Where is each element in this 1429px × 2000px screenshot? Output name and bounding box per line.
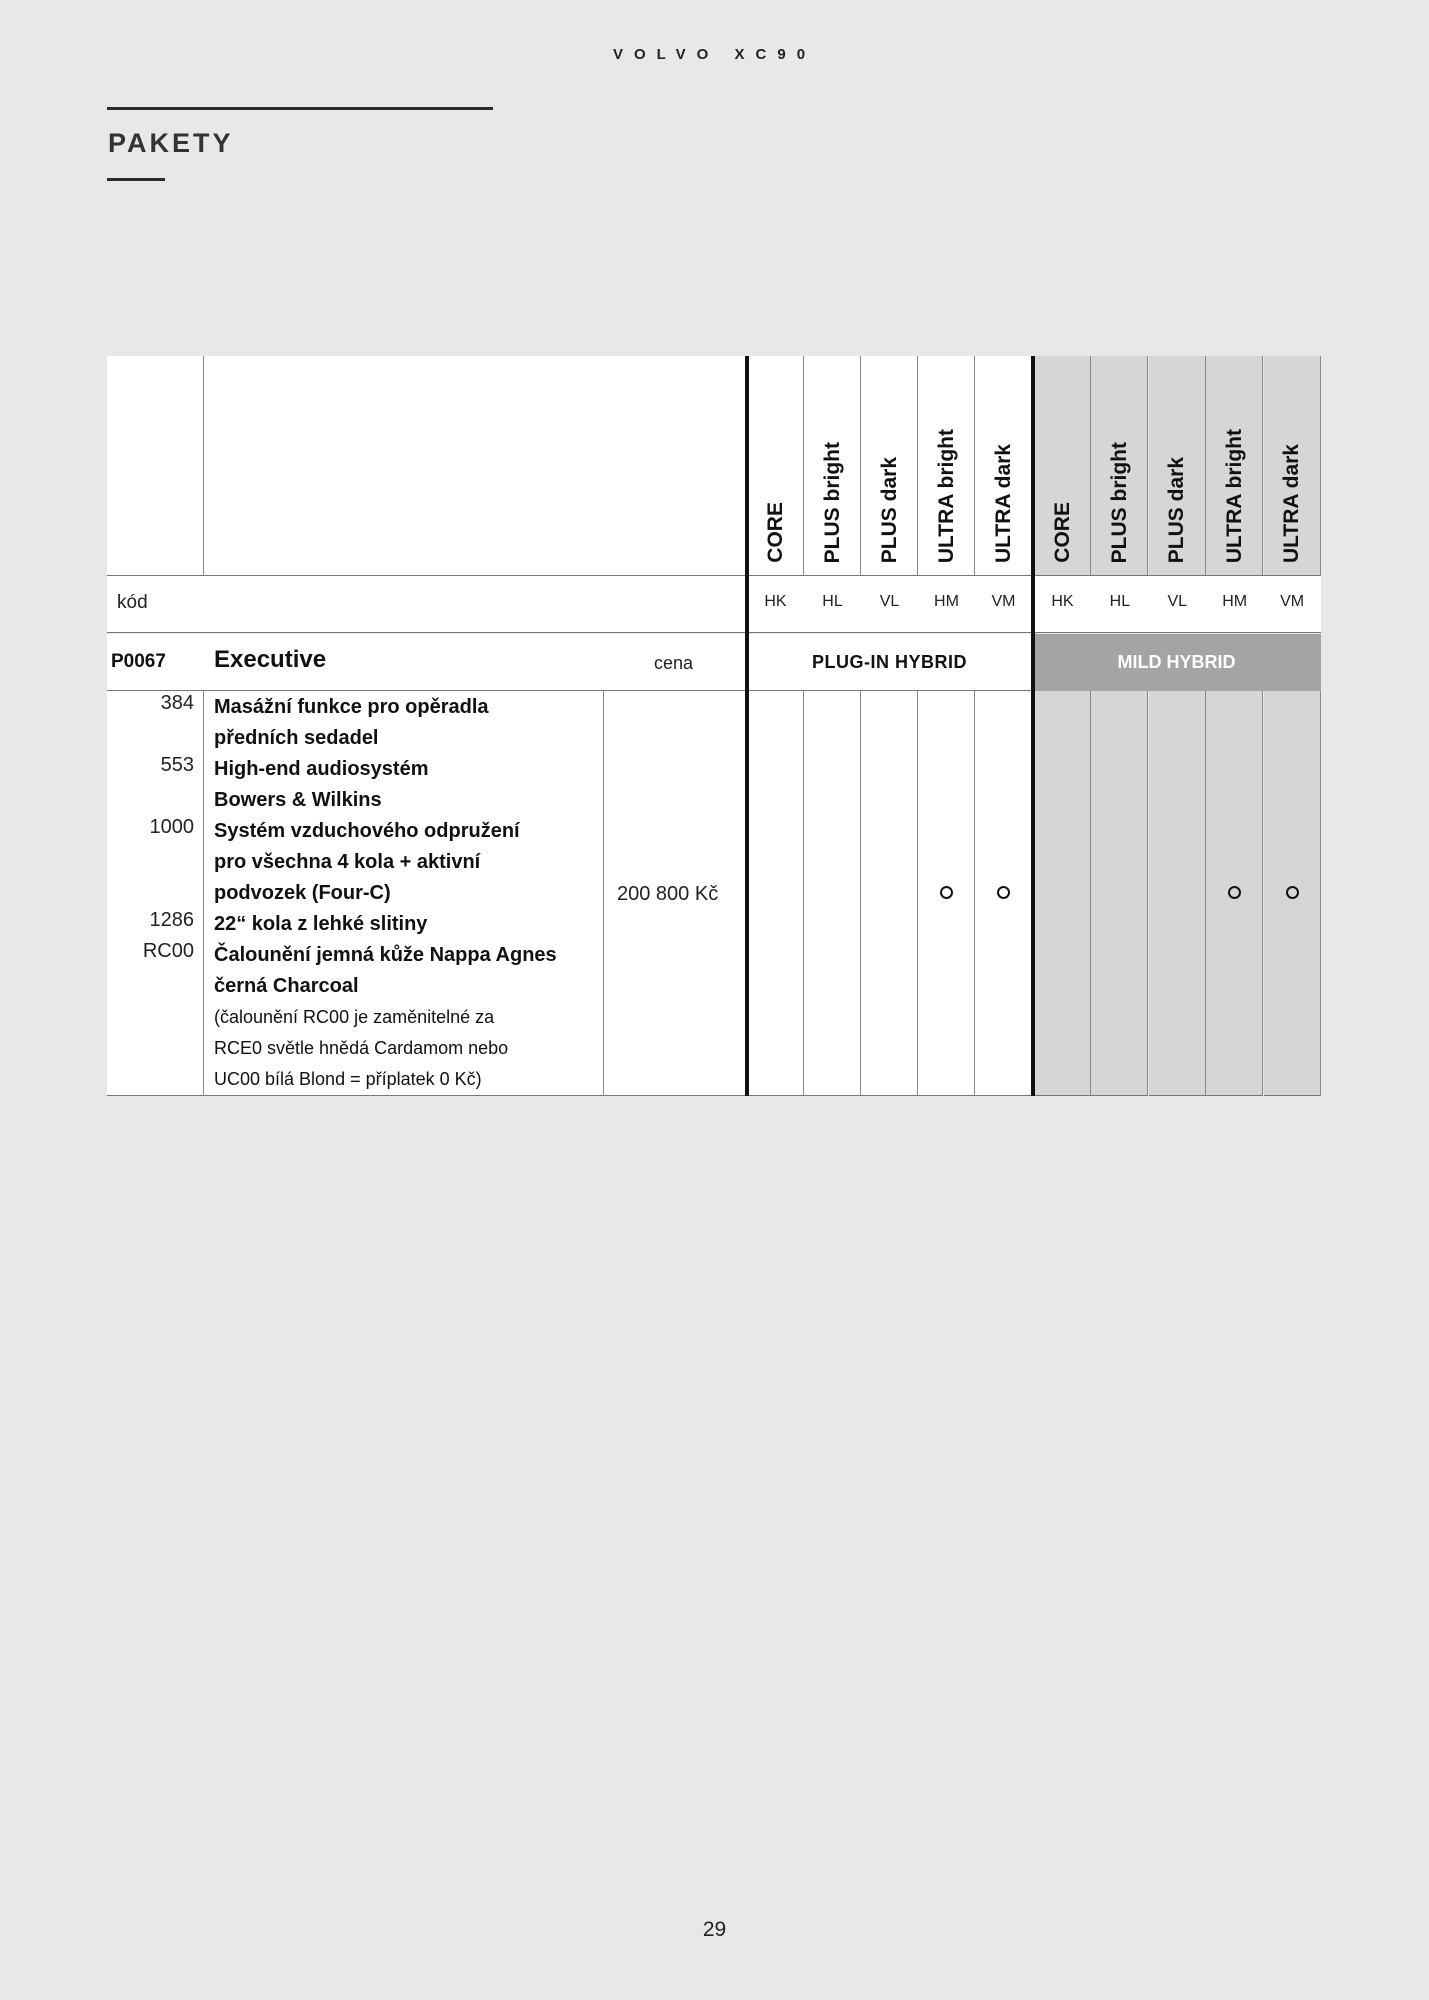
- package-header-row: [107, 634, 747, 691]
- item-code: RC00: [142, 940, 194, 962]
- thick-divider: [745, 356, 749, 1096]
- trim-body-column: [861, 691, 918, 1096]
- trim-body-column: [747, 691, 804, 1096]
- group-plugin-hybrid: PLUG-IN HYBRID: [747, 634, 1032, 691]
- trim-header-label: ULTRA dark: [991, 443, 1015, 563]
- trim-body-column: [1034, 691, 1091, 1096]
- optional-equipment-icon: [940, 886, 953, 899]
- package-price: 200 800 Kč: [617, 883, 719, 905]
- trim-code: VM: [991, 593, 1016, 610]
- thick-divider: [1031, 356, 1035, 1096]
- trim-header-label: ULTRA bright: [1222, 428, 1246, 563]
- trim-header-label: ULTRA dark: [1280, 443, 1304, 563]
- trim-header-column: [861, 356, 918, 575]
- trim-code: HM: [1222, 593, 1248, 610]
- optional-equipment-icon: [997, 886, 1010, 899]
- trim-code: HM: [934, 593, 959, 610]
- item-description-line: černá Charcoal: [214, 975, 359, 997]
- trim-header-label: PLUS bright: [1107, 441, 1131, 563]
- trim-body-column: [1091, 691, 1148, 1096]
- divider: [203, 691, 204, 1096]
- page-title: PAKETY: [108, 128, 234, 158]
- trim-header-label: CORE: [1050, 502, 1074, 563]
- item-code: 553: [160, 754, 194, 776]
- page-number: 29: [702, 1918, 727, 1941]
- trim-header-column: [975, 356, 1032, 575]
- title-rule: [107, 107, 493, 110]
- item-code: 384: [160, 692, 194, 714]
- item-descriptions: [214, 692, 604, 1095]
- item-description-line: pro všechna 4 kola + aktivní: [214, 851, 481, 873]
- trim-header-column: [747, 356, 804, 575]
- item-description-line: Bowers & Wilkins: [214, 789, 382, 811]
- trim-code: HL: [822, 593, 843, 610]
- item-note-line: (čalounění RC00 je zaměnitelné za: [214, 1007, 495, 1027]
- trim-code: VM: [1280, 593, 1305, 610]
- package-table: [107, 356, 1321, 1096]
- trim-body-column: [1149, 691, 1206, 1096]
- trim-header-label: PLUS dark: [1165, 456, 1189, 563]
- divider: [203, 356, 204, 575]
- trim-header-label: PLUS dark: [877, 456, 901, 563]
- trim-header-column: [1149, 356, 1206, 575]
- trim-header-column: [1206, 356, 1263, 575]
- trim-code: HK: [764, 593, 787, 610]
- package-name: Executive: [214, 646, 327, 673]
- item-code: 1286: [149, 909, 194, 931]
- price-label: cena: [654, 653, 694, 673]
- trim-header-column: [1034, 356, 1091, 575]
- title-underline: [107, 178, 165, 181]
- trim-header-column: [1091, 356, 1148, 575]
- trim-header-label: ULTRA bright: [934, 428, 958, 563]
- item-description-line: předních sedadel: [214, 727, 379, 749]
- optional-equipment-icon: [1286, 886, 1299, 899]
- item-description-line: Masážní funkce pro opěradla: [214, 696, 489, 718]
- code-row-label: kód: [117, 592, 148, 613]
- trim-header-column: [918, 356, 975, 575]
- item-note-line: UC00 bílá Blond = příplatek 0 Kč): [214, 1069, 482, 1089]
- item-code: 1000: [149, 816, 194, 838]
- brand-header: VOLVO XC90: [612, 46, 817, 63]
- group-mild-hybrid: MILD HYBRID: [1032, 634, 1321, 691]
- trim-header-label: PLUS bright: [820, 441, 844, 563]
- trim-header-label: CORE: [763, 502, 787, 563]
- trim-code: VL: [1167, 593, 1188, 610]
- item-description-line: 22“ kola z lehké slitiny: [214, 913, 428, 935]
- item-description-line: High-end audiosystém: [214, 758, 429, 780]
- trim-code: HL: [1109, 593, 1131, 610]
- item-description-line: podvozek (Four-C): [214, 882, 391, 904]
- item-description-line: Systém vzduchového odpružení: [214, 820, 520, 842]
- trim-header-column: [1264, 356, 1321, 575]
- item-description-line: Čalounění jemná kůže Nappa Agnes: [214, 944, 557, 966]
- trim-header-column: [804, 356, 861, 575]
- trim-code: HK: [1051, 593, 1074, 610]
- item-note-line: RCE0 světle hnědá Cardamom nebo: [214, 1038, 509, 1058]
- trim-code: VL: [879, 593, 900, 610]
- package-code: P0067: [111, 651, 166, 672]
- trim-body-column: [804, 691, 861, 1096]
